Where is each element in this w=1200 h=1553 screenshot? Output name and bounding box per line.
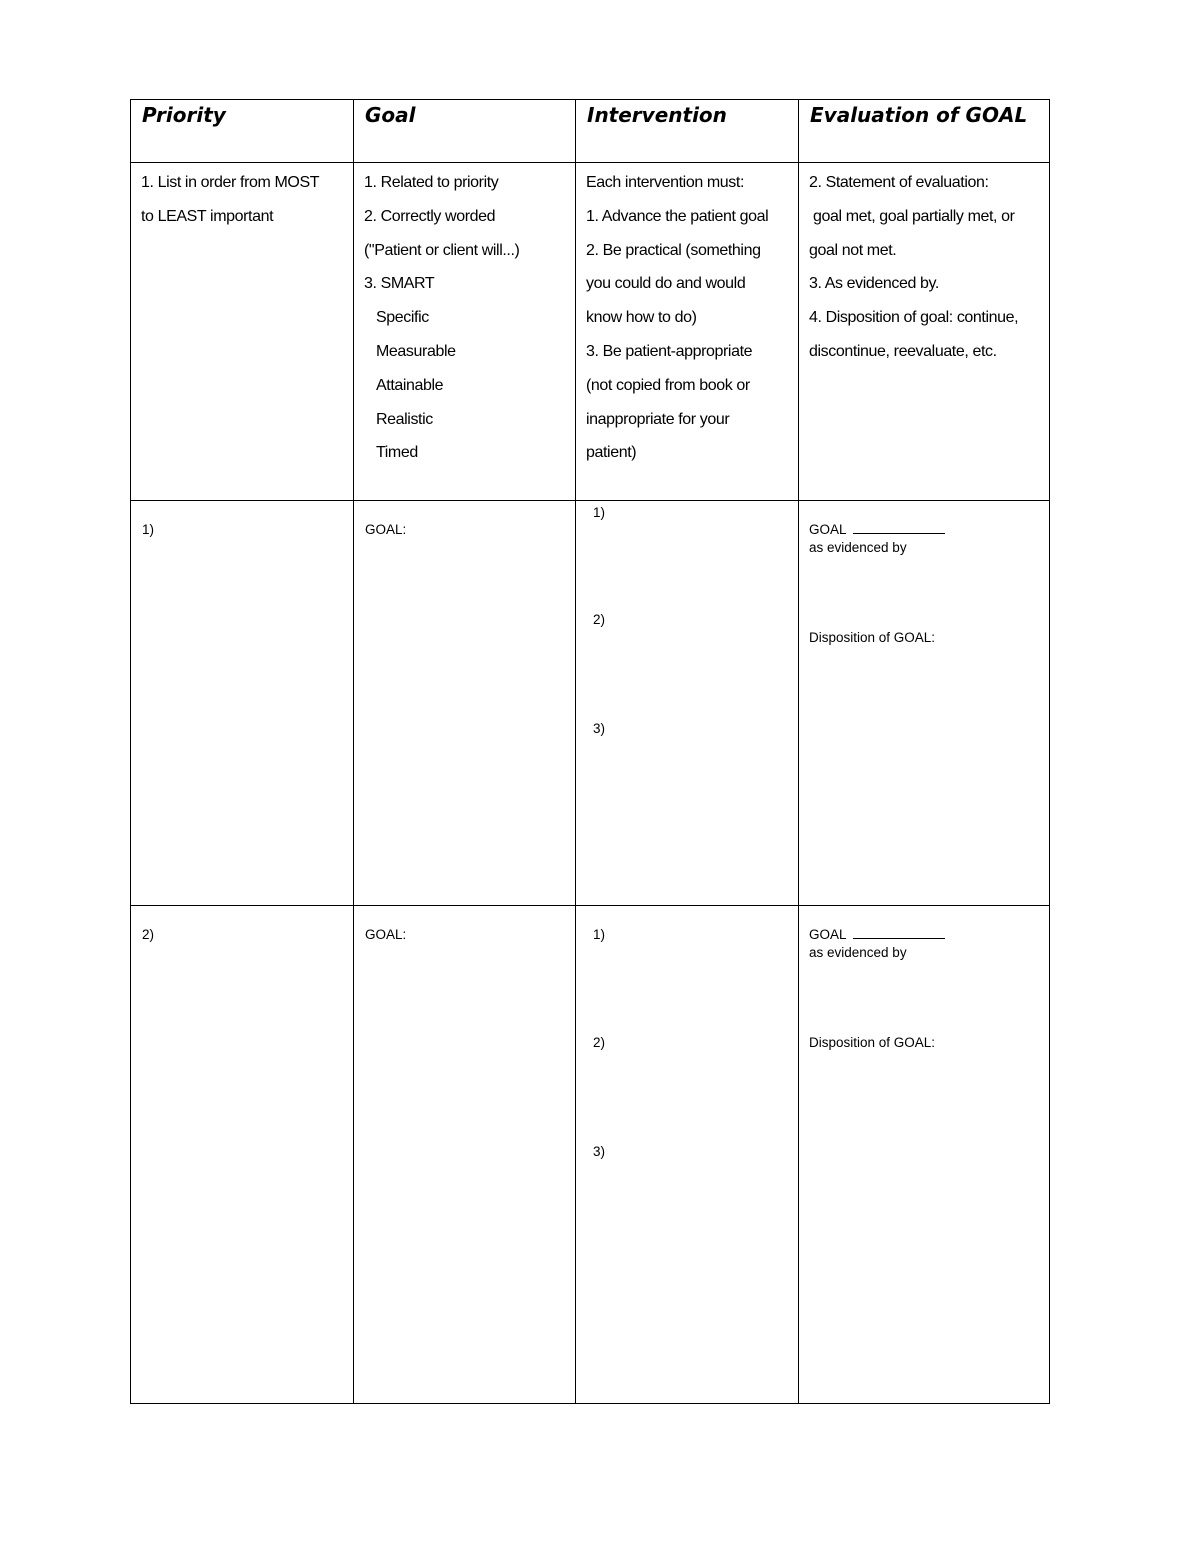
goal-label: GOAL: <box>365 522 407 537</box>
intervention-number: 1) <box>593 927 606 942</box>
intervention-guidance-line: patient) <box>586 444 637 462</box>
intervention-header-cell <box>576 100 799 163</box>
smart-criterion: Measurable <box>376 342 456 360</box>
evaluation-entry-cell[interactable] <box>799 906 1050 1404</box>
disposition-label: Disposition of GOAL: <box>809 630 936 645</box>
intervention-entry-cell[interactable] <box>576 501 799 906</box>
intervention-guidance-line: 1. Advance the patient goal <box>586 207 769 225</box>
goal-status-field <box>809 926 945 943</box>
goal-guidance-line: 1. Related to priority <box>364 174 499 191</box>
evaluation-guidance-cell <box>799 163 1050 501</box>
evaluation-guidance-line: 4. Disposition of goal: continue, <box>809 309 1019 327</box>
goal-status-blank[interactable] <box>853 521 945 534</box>
priority-header-cell <box>131 100 354 163</box>
intervention-number: 3) <box>593 1144 606 1159</box>
evaluation-entry-cell[interactable] <box>799 501 1050 906</box>
intervention-header: Intervention <box>587 103 727 127</box>
intervention-guidance-cell <box>576 163 799 501</box>
intervention-number: 3) <box>593 721 606 736</box>
evidence-label: as evidenced by <box>809 945 907 960</box>
goal-status-field <box>809 521 945 538</box>
nursing-care-plan-table <box>130 99 1050 1404</box>
intervention-guidance-line: know how to do) <box>586 309 697 327</box>
evaluation-header: Evaluation of GOAL <box>810 103 1028 127</box>
priority-header: Priority <box>142 103 226 127</box>
priority-guidance-line: 1. List in order from MOST <box>141 174 320 191</box>
intervention-guidance-line: you could do and would <box>586 275 746 293</box>
header-row <box>131 100 1050 163</box>
priority-guidance-line: to LEAST important <box>141 207 274 225</box>
goal-status-label: GOAL <box>809 927 847 942</box>
intervention-number: 1) <box>593 505 606 520</box>
intervention-guidance-line: 2. Be practical (something <box>586 241 761 259</box>
evidence-label: as evidenced by <box>809 540 907 555</box>
guidance-row <box>131 163 1050 501</box>
entry-row <box>131 906 1050 1404</box>
evaluation-guidance-line: goal met, goal partially met, or <box>809 207 1015 225</box>
priority-entry-cell[interactable] <box>131 906 354 1404</box>
goal-guidance-cell <box>354 163 576 501</box>
entry-row <box>131 501 1050 906</box>
goal-guidance-line: 3. SMART <box>364 275 435 293</box>
goal-status-blank[interactable] <box>853 926 945 939</box>
goal-entry-cell[interactable] <box>354 906 576 1404</box>
intervention-number: 2) <box>593 612 606 627</box>
evaluation-guidance-line: discontinue, reevaluate, etc. <box>809 342 997 360</box>
goal-header-cell <box>354 100 576 163</box>
evaluation-guidance-line: goal not met. <box>809 241 897 259</box>
goal-label: GOAL: <box>365 927 407 942</box>
goal-entry-cell[interactable] <box>354 501 576 906</box>
smart-criterion: Specific <box>376 309 429 327</box>
intervention-guidance-line: 3. Be patient-appropriate <box>586 342 753 360</box>
goal-status-label: GOAL <box>809 522 847 537</box>
evaluation-guidance-line: 2. Statement of evaluation: <box>809 174 989 191</box>
intervention-entry-cell[interactable] <box>576 906 799 1404</box>
intervention-guidance-line: inappropriate for your <box>586 410 730 428</box>
evaluation-header-cell <box>799 100 1050 163</box>
goal-guidance-line: ("Patient or client will...) <box>364 241 520 259</box>
priority-entry-cell[interactable] <box>131 501 354 906</box>
priority-guidance-cell <box>131 163 354 501</box>
priority-number: 1) <box>142 522 155 537</box>
evaluation-guidance-line: 3. As evidenced by. <box>809 275 939 293</box>
goal-guidance-line: 2. Correctly worded <box>364 207 496 225</box>
intervention-guidance-line: Each intervention must: <box>586 174 744 191</box>
priority-number: 2) <box>142 927 155 942</box>
intervention-number: 2) <box>593 1035 606 1050</box>
disposition-label: Disposition of GOAL: <box>809 1035 936 1050</box>
smart-criterion: Attainable <box>376 376 444 394</box>
smart-criterion: Realistic <box>376 410 433 428</box>
goal-header: Goal <box>365 103 416 127</box>
smart-criterion: Timed <box>376 444 418 462</box>
intervention-guidance-line: (not copied from book or <box>586 376 750 394</box>
